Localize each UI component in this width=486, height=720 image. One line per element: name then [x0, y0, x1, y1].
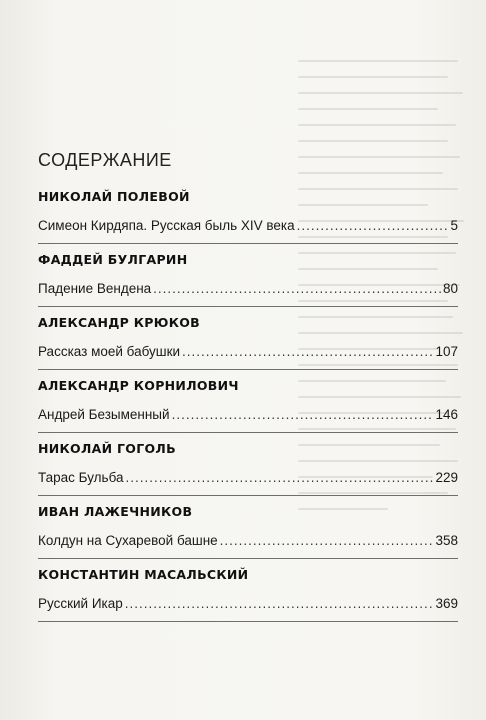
page-number: 358 [435, 533, 458, 548]
author-name: НИКОЛАЙ ПОЛЕВОЙ [38, 189, 190, 204]
toc-section [38, 439, 458, 496]
author-name: КОНСТАНТИН МАСАЛЬСКИЙ [38, 567, 249, 582]
page-number: 146 [435, 407, 458, 422]
work-title: Русский Икар [38, 596, 123, 611]
work-title: Тарас Бульба [38, 470, 124, 485]
toc-entry[interactable] [38, 593, 458, 615]
divider [38, 621, 458, 622]
toc-section [38, 502, 458, 559]
divider [38, 243, 458, 244]
toc-section [38, 313, 458, 370]
work-title: Рассказ моей бабушки [38, 344, 181, 359]
divider [38, 432, 458, 433]
dot-leader [220, 530, 434, 552]
dot-leader [153, 278, 441, 300]
page-number: 107 [435, 344, 458, 359]
dot-leader [126, 467, 434, 489]
toc-section [38, 250, 458, 307]
dot-leader [172, 404, 434, 426]
work-title: Андрей Безыменный [38, 407, 170, 422]
author-name: НИКОЛАЙ ГОГОЛЬ [38, 441, 176, 456]
author-name: АЛЕКСАНДР КРЮКОВ [38, 315, 200, 330]
dot-leader [125, 593, 434, 615]
page-number: 369 [435, 596, 458, 611]
page-number: 229 [435, 470, 458, 485]
dot-leader [182, 341, 433, 363]
toc-section [38, 376, 458, 433]
toc-entry[interactable] [38, 278, 458, 300]
author-name: ФАДДЕЙ БУЛГАРИН [38, 252, 188, 267]
author-name: АЛЕКСАНДР КОРНИЛОВИЧ [38, 378, 239, 393]
toc-entry[interactable] [38, 215, 458, 237]
work-title: Колдун на Сухаревой башне [38, 533, 218, 548]
divider [38, 306, 458, 307]
toc-entry[interactable] [38, 530, 458, 552]
toc-entry[interactable] [38, 341, 458, 363]
toc-entry[interactable] [38, 467, 458, 489]
work-title: Падение Вендена [38, 281, 152, 296]
toc-section [38, 565, 458, 622]
toc-section [38, 187, 458, 244]
author-name: ИВАН ЛАЖЕЧНИКОВ [38, 504, 193, 519]
toc-entry[interactable] [38, 404, 458, 426]
divider [38, 558, 458, 559]
dot-leader [297, 215, 449, 237]
table-of-contents [38, 150, 458, 628]
divider [38, 495, 458, 496]
toc-heading: СОДЕРЖАНИЕ [38, 150, 172, 170]
page-number: 5 [450, 218, 458, 233]
page-number: 80 [442, 281, 458, 296]
divider [38, 369, 458, 370]
work-title: Симеон Кирдяпа. Русская быль XIV века [38, 218, 295, 233]
